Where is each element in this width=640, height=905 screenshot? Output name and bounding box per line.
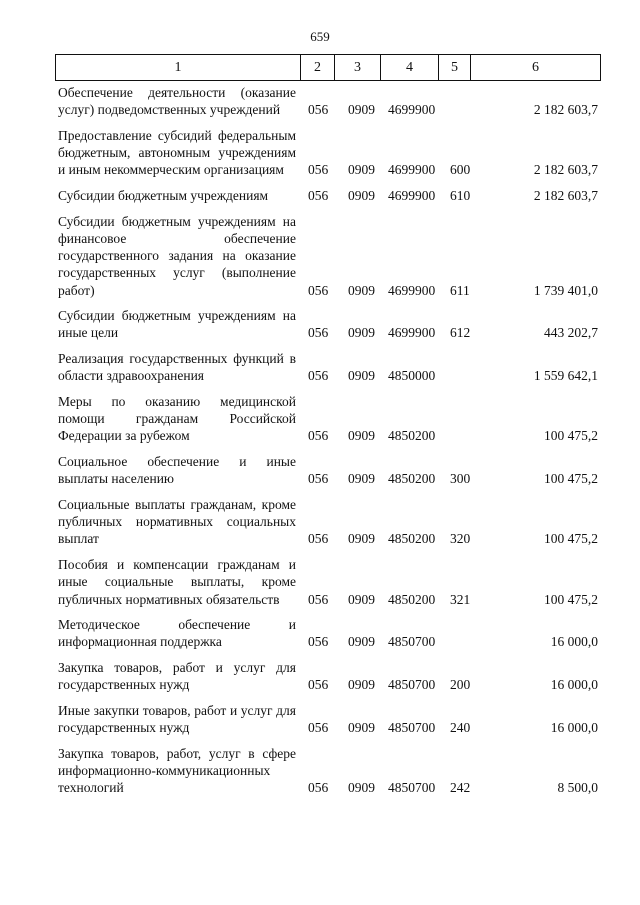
- amount: 100 475,2: [544, 428, 598, 444]
- department-code: 056: [308, 531, 329, 547]
- table-row: [58, 213, 598, 299]
- section-code: 0909: [348, 591, 375, 607]
- row-name: Субсидии бюджетным учреждениям: [58, 188, 269, 204]
- row-name: Субсидии бюджетным учреждениям на финансовое обеспечение государственного задания на оказание государственных услуг (выполнение работ): [58, 213, 296, 298]
- table-row: [58, 745, 598, 797]
- column-header: 5: [439, 55, 471, 81]
- table-row: [58, 187, 598, 204]
- table-row: [58, 84, 598, 118]
- section-code: 0909: [348, 282, 375, 298]
- row-name: Социальное обеспечение и иные выплаты населению: [58, 454, 296, 487]
- target-article-code: 4850700: [388, 780, 436, 796]
- department-code: 056: [308, 368, 329, 384]
- column-header: 6: [471, 55, 601, 81]
- expense-type-code: 600: [450, 162, 471, 178]
- department-code: 056: [308, 102, 329, 118]
- amount: 443 202,7: [544, 325, 598, 341]
- department-code: 056: [308, 428, 329, 444]
- column-header: 1: [56, 55, 301, 81]
- section-code: 0909: [348, 780, 375, 796]
- amount: 100 475,2: [544, 531, 598, 547]
- amount: 16 000,0: [550, 634, 598, 650]
- amount: 1 559 642,1: [533, 368, 598, 384]
- table-row: [58, 453, 598, 487]
- section-code: 0909: [348, 188, 375, 204]
- section-code: 0909: [348, 531, 375, 547]
- section-code: 0909: [348, 471, 375, 487]
- column-header-row: [56, 55, 601, 81]
- table-row: [58, 702, 598, 736]
- table-row: [58, 556, 598, 608]
- department-code: 056: [308, 591, 329, 607]
- section-code: 0909: [348, 162, 375, 178]
- row-name: Реализация государственных функций в области здравоохранения: [58, 351, 296, 384]
- column-header: 2: [301, 55, 335, 81]
- row-name: Закупка товаров, работ и услуг для государственных нужд: [58, 660, 296, 693]
- target-article-code: 4850200: [388, 591, 436, 607]
- section-code: 0909: [348, 720, 375, 736]
- table-row: [58, 127, 598, 179]
- target-article-code: 4699900: [388, 102, 436, 118]
- expense-type-code: 610: [450, 188, 471, 204]
- target-article-code: 4699900: [388, 325, 436, 341]
- section-code: 0909: [348, 368, 375, 384]
- department-code: 056: [308, 780, 329, 796]
- department-code: 056: [308, 282, 329, 298]
- department-code: 056: [308, 162, 329, 178]
- expense-type-code: 320: [450, 531, 471, 547]
- department-code: 056: [308, 471, 329, 487]
- row-name: Субсидии бюджетным учреждениям на иные цели: [58, 308, 296, 341]
- row-name: Обеспечение деятельности (оказание услуг) подведомственных учреждений: [58, 85, 296, 118]
- expense-type-code: 200: [450, 677, 471, 693]
- target-article-code: 4699900: [388, 282, 436, 298]
- expense-type-code: 242: [450, 780, 471, 796]
- table-row: [58, 616, 598, 650]
- section-code: 0909: [348, 428, 375, 444]
- target-article-code: 4850200: [388, 428, 436, 444]
- expense-type-code: 300: [450, 471, 471, 487]
- amount: 100 475,2: [544, 591, 598, 607]
- column-header: 3: [335, 55, 381, 81]
- row-name: Пособия и компенсации гражданам и иные социальные выплаты, кроме публичных нормативных обязательств: [58, 557, 296, 607]
- budget-rows: [58, 84, 598, 805]
- target-article-code: 4850200: [388, 531, 436, 547]
- target-article-code: 4699900: [388, 162, 436, 178]
- amount: 1 739 401,0: [533, 282, 598, 298]
- target-article-code: 4699900: [388, 188, 436, 204]
- table-row: [58, 393, 598, 445]
- amount: 16 000,0: [550, 720, 598, 736]
- amount: 16 000,0: [550, 677, 598, 693]
- target-article-code: 4850000: [388, 368, 436, 384]
- table-row: [58, 496, 598, 548]
- expense-type-code: 240: [450, 720, 471, 736]
- section-code: 0909: [348, 677, 375, 693]
- row-name: Иные закупки товаров, работ и услуг для государственных нужд: [58, 703, 296, 736]
- section-code: 0909: [348, 325, 375, 341]
- amount: 2 182 603,7: [533, 162, 598, 178]
- page-number: 659: [310, 29, 330, 44]
- row-name: Методическое обеспечение и информационная поддержка: [58, 617, 296, 650]
- expense-type-code: 612: [450, 325, 471, 341]
- column-header: 4: [381, 55, 439, 81]
- amount: 100 475,2: [544, 471, 598, 487]
- department-code: 056: [308, 677, 329, 693]
- expense-type-code: 611: [450, 282, 470, 298]
- amount: 8 500,0: [557, 780, 598, 796]
- table-row: [58, 659, 598, 693]
- department-code: 056: [308, 720, 329, 736]
- target-article-code: 4850700: [388, 677, 436, 693]
- row-name: Меры по оказанию медицинской помощи гражданам Российской Федерации за рубежом: [58, 394, 296, 444]
- column-header-table: [55, 54, 601, 81]
- department-code: 056: [308, 634, 329, 650]
- target-article-code: 4850200: [388, 471, 436, 487]
- department-code: 056: [308, 188, 329, 204]
- table-row: [58, 307, 598, 341]
- row-name: Закупка товаров, работ, услуг в сфере информационно-коммуникационных технологий: [58, 746, 296, 796]
- target-article-code: 4850700: [388, 634, 436, 650]
- table-row: [58, 350, 598, 384]
- department-code: 056: [308, 325, 329, 341]
- section-code: 0909: [348, 634, 375, 650]
- row-name: Социальные выплаты гражданам, кроме публичных нормативных социальных выплат: [58, 497, 296, 547]
- section-code: 0909: [348, 102, 375, 118]
- amount: 2 182 603,7: [533, 102, 598, 118]
- target-article-code: 4850700: [388, 720, 436, 736]
- row-name: Предоставление субсидий федеральным бюджетным, автономным учреждениям и иным некоммерческим организациям: [58, 127, 296, 178]
- expense-type-code: 321: [450, 591, 471, 607]
- amount: 2 182 603,7: [533, 188, 598, 204]
